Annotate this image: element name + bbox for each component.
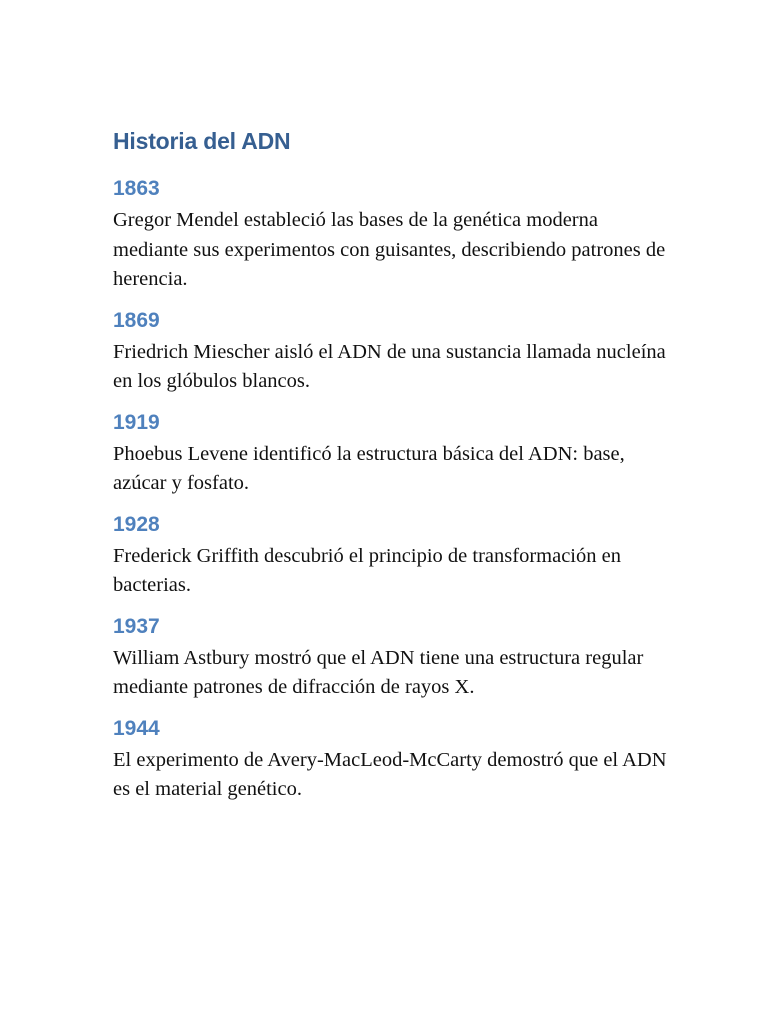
- entry-year: 1919: [113, 410, 160, 434]
- entry-year: 1869: [113, 308, 160, 332]
- entry-text: Gregor Mendel estableció las bases de la genética moderna mediante sus experimentos con guisantes, describiendo patrones de herencia.: [113, 209, 666, 290]
- timeline-entry-1937: [113, 614, 673, 703]
- document-page: [113, 124, 673, 818]
- timeline-entry-1919: [113, 410, 673, 499]
- timeline-entry-1944: [113, 716, 673, 805]
- document-title: Historia del ADN: [113, 128, 291, 154]
- entry-year: 1928: [113, 512, 160, 536]
- entry-text: Frederick Griffith descubrió el principio de transformación en bacterias.: [113, 544, 621, 596]
- entry-year: 1944: [113, 716, 160, 740]
- entry-text: Phoebus Levene identificó la estructura básica del ADN: base, azúcar y fosfato.: [113, 442, 625, 494]
- timeline-entry-1928: [113, 512, 673, 601]
- entry-text: William Astbury mostró que el ADN tiene una estructura regular mediante patrones de difracción de rayos X.: [113, 646, 644, 698]
- entry-year: 1863: [113, 177, 160, 200]
- entry-text: El experimento de Avery-MacLeod-McCarty demostró que el ADN es el material genético.: [113, 748, 667, 800]
- entry-text: Friedrich Miescher aisló el ADN de una sustancia llamada nucleína en los glóbulos blancos.: [113, 340, 666, 392]
- timeline-entry-1869: [113, 308, 673, 397]
- entry-year: 1937: [113, 614, 160, 638]
- timeline-entry-1863: [113, 176, 673, 295]
